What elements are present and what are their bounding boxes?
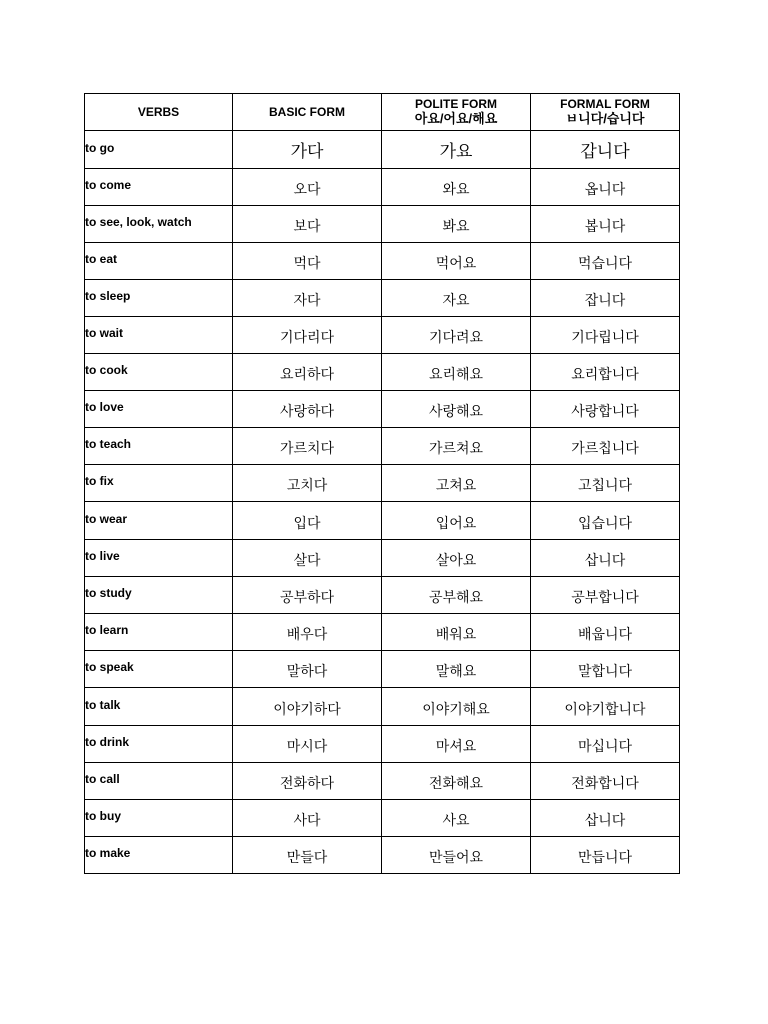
basic-form-cell-text: 보다 <box>293 219 321 235</box>
header-formal-endings: ㅂ니다/습니다 <box>565 111 645 126</box>
table-row <box>85 280 680 317</box>
formal-form-cell <box>531 614 680 651</box>
verb-cell-text: to go <box>85 140 115 155</box>
table-row <box>85 614 680 651</box>
polite-form-cell-text: 입어요 <box>435 515 477 532</box>
table-row <box>85 763 680 800</box>
basic-form-cell-text: 입다 <box>293 515 321 532</box>
basic-form-cell <box>233 502 382 540</box>
polite-form-cell-text: 전화해요 <box>428 776 484 792</box>
polite-form-cell-text: 사요 <box>442 813 470 829</box>
verb-cell <box>85 354 233 391</box>
formal-form-cell-text: 삽니다 <box>584 813 626 829</box>
verb-cell <box>85 428 233 465</box>
polite-form-cell-text: 사랑해요 <box>428 404 484 420</box>
basic-form-cell <box>233 391 382 428</box>
table-row <box>85 428 680 465</box>
basic-form-cell-text: 가다 <box>290 142 324 162</box>
basic-form-cell-text: 사다 <box>293 813 321 829</box>
formal-form-cell-text: 전화합니다 <box>571 776 639 792</box>
polite-form-cell <box>382 280 531 317</box>
verb-cell <box>85 502 233 540</box>
polite-form-cell <box>382 131 531 169</box>
header-polite-form <box>382 94 531 131</box>
basic-form-cell-text: 말하다 <box>286 664 328 680</box>
basic-form-cell-text: 자다 <box>293 293 321 309</box>
polite-form-cell-text: 기다려요 <box>428 330 484 346</box>
basic-form-cell <box>233 428 382 465</box>
polite-form-cell <box>382 206 531 243</box>
basic-form-cell <box>233 465 382 502</box>
formal-form-cell <box>531 280 680 317</box>
formal-form-cell <box>531 577 680 614</box>
verb-cell <box>85 280 233 317</box>
header-formal-form <box>531 94 680 131</box>
polite-form-cell-text: 만들어요 <box>428 850 484 866</box>
basic-form-cell <box>233 540 382 577</box>
polite-form-cell <box>382 317 531 354</box>
basic-form-cell <box>233 651 382 688</box>
formal-form-cell <box>531 317 680 354</box>
polite-form-cell <box>382 651 531 688</box>
verb-cell-text: to buy <box>85 809 121 823</box>
formal-form-cell-text: 먹습니다 <box>577 256 633 272</box>
formal-form-cell-text: 만듭니다 <box>577 850 633 866</box>
verb-cell-text: to learn <box>85 623 129 637</box>
formal-form-cell-text: 가르칩니다 <box>571 441 639 457</box>
basic-form-cell <box>233 688 382 726</box>
formal-form-cell <box>531 465 680 502</box>
polite-form-cell <box>382 577 531 614</box>
polite-form-cell-text: 살아요 <box>435 553 477 569</box>
table-row <box>85 131 680 169</box>
verb-cell-text: to talk <box>85 697 121 712</box>
table-row <box>85 206 680 243</box>
polite-form-cell-text: 봐요 <box>442 219 470 235</box>
formal-form-cell <box>531 800 680 837</box>
verb-cell <box>85 317 233 354</box>
basic-form-cell-text: 고치다 <box>286 478 328 494</box>
polite-form-cell <box>382 614 531 651</box>
formal-form-cell-text: 마십니다 <box>577 739 633 755</box>
verb-cell-text: to wear <box>85 511 128 526</box>
verb-cell-text: to drink <box>85 735 129 749</box>
verb-cell-text: to love <box>85 400 124 414</box>
table-body <box>85 131 680 874</box>
polite-form-cell <box>382 726 531 763</box>
basic-form-cell <box>233 577 382 614</box>
polite-form-cell <box>382 540 531 577</box>
formal-form-cell <box>531 540 680 577</box>
header-basic-form: BASIC FORM <box>233 94 382 131</box>
verb-cell <box>85 577 233 614</box>
formal-form-cell-text: 요리합니다 <box>571 367 639 383</box>
basic-form-cell-text: 배우다 <box>286 627 328 643</box>
table-row <box>85 317 680 354</box>
formal-form-cell <box>531 243 680 280</box>
basic-form-cell-text: 살다 <box>293 553 321 569</box>
polite-form-cell-text: 가요 <box>439 142 473 162</box>
formal-form-cell-text: 봅니다 <box>584 219 626 235</box>
table-row <box>85 391 680 428</box>
basic-form-cell-text: 공부하다 <box>279 590 335 606</box>
basic-form-cell <box>233 206 382 243</box>
formal-form-cell <box>531 206 680 243</box>
basic-form-cell-text: 먹다 <box>293 256 321 272</box>
table-row <box>85 651 680 688</box>
table-row <box>85 800 680 837</box>
table-row <box>85 354 680 391</box>
verb-cell-text: to live <box>85 549 120 563</box>
verb-cell-text: to speak <box>85 660 134 674</box>
basic-form-cell <box>233 763 382 800</box>
verb-cell <box>85 131 233 169</box>
formal-form-cell-text: 옵니다 <box>584 182 626 198</box>
verb-cell <box>85 614 233 651</box>
basic-form-cell-text: 요리하다 <box>279 367 335 383</box>
verb-cell-text: to fix <box>85 474 114 488</box>
formal-form-cell-text: 잡니다 <box>584 293 626 309</box>
verb-cell <box>85 800 233 837</box>
table-row <box>85 726 680 763</box>
verb-cell-text: to teach <box>85 437 132 451</box>
formal-form-cell-text: 갑니다 <box>580 142 630 162</box>
verb-cell-text: to eat <box>85 252 118 266</box>
table-row <box>85 502 680 540</box>
basic-form-cell-text: 기다리다 <box>279 330 335 346</box>
table-row <box>85 837 680 874</box>
formal-form-cell-text: 기다립니다 <box>571 330 639 346</box>
header-polite-endings: 아요/어요/해요 <box>414 111 498 126</box>
polite-form-cell-text: 먹어요 <box>435 256 477 272</box>
polite-form-cell <box>382 688 531 726</box>
polite-form-cell <box>382 502 531 540</box>
formal-form-cell <box>531 837 680 874</box>
polite-form-cell-text: 공부해요 <box>428 590 484 606</box>
basic-form-cell-text: 사랑하다 <box>279 404 335 420</box>
verb-cell <box>85 540 233 577</box>
polite-form-cell-text: 마셔요 <box>435 739 477 755</box>
verb-cell <box>85 243 233 280</box>
table-row <box>85 243 680 280</box>
polite-form-cell-text: 와요 <box>442 182 470 198</box>
header-verbs: VERBS <box>85 94 233 131</box>
basic-form-cell-text: 만들다 <box>286 850 328 866</box>
polite-form-cell <box>382 243 531 280</box>
polite-form-cell <box>382 391 531 428</box>
formal-form-cell-text: 고칩니다 <box>577 478 633 494</box>
basic-form-cell <box>233 280 382 317</box>
verb-cell <box>85 726 233 763</box>
basic-form-cell-text: 가르치다 <box>279 441 335 457</box>
formal-form-cell <box>531 651 680 688</box>
polite-form-cell-text: 말해요 <box>435 664 477 680</box>
verb-cell-text: to cook <box>85 363 128 377</box>
polite-form-cell <box>382 763 531 800</box>
polite-form-cell <box>382 354 531 391</box>
basic-form-cell <box>233 317 382 354</box>
formal-form-cell <box>531 726 680 763</box>
formal-form-cell <box>531 131 680 169</box>
formal-form-cell-text: 삽니다 <box>584 553 626 569</box>
basic-form-cell-text: 이야기하다 <box>273 701 341 718</box>
verb-cell <box>85 391 233 428</box>
polite-form-cell-text: 배워요 <box>435 627 477 643</box>
formal-form-cell-text: 배웁니다 <box>577 627 633 643</box>
verb-cell <box>85 763 233 800</box>
verb-cell <box>85 169 233 206</box>
formal-form-cell-text: 말합니다 <box>577 664 633 680</box>
verb-cell <box>85 837 233 874</box>
polite-form-cell-text: 이야기해요 <box>422 701 490 718</box>
formal-form-cell <box>531 502 680 540</box>
verb-cell <box>85 206 233 243</box>
verb-cell-text: to see, look, watch <box>85 215 192 229</box>
verb-conjugation-table <box>84 93 680 874</box>
formal-form-cell <box>531 169 680 206</box>
polite-form-cell <box>382 428 531 465</box>
polite-form-cell-text: 자요 <box>442 293 470 309</box>
basic-form-cell <box>233 169 382 206</box>
basic-form-cell <box>233 726 382 763</box>
basic-form-cell <box>233 243 382 280</box>
verb-cell-text: to call <box>85 772 120 786</box>
verb-cell <box>85 651 233 688</box>
header-row <box>85 94 680 131</box>
polite-form-cell-text: 가르쳐요 <box>428 441 484 457</box>
formal-form-cell-text: 사랑합니다 <box>571 404 639 420</box>
verb-cell-text: to sleep <box>85 289 131 303</box>
formal-form-cell <box>531 428 680 465</box>
table-row <box>85 465 680 502</box>
formal-form-cell <box>531 763 680 800</box>
verb-cell-text: to wait <box>85 326 123 340</box>
basic-form-cell <box>233 354 382 391</box>
basic-form-cell <box>233 837 382 874</box>
verb-cell <box>85 688 233 726</box>
basic-form-cell-text: 전화하다 <box>279 776 335 792</box>
formal-form-cell <box>531 688 680 726</box>
polite-form-cell <box>382 800 531 837</box>
verb-cell <box>85 465 233 502</box>
basic-form-cell <box>233 614 382 651</box>
polite-form-cell-text: 고쳐요 <box>435 478 477 494</box>
formal-form-cell-text: 입습니다 <box>577 515 633 532</box>
basic-form-cell <box>233 131 382 169</box>
polite-form-cell <box>382 465 531 502</box>
header-polite-title: POLITE FORM <box>415 97 497 111</box>
table-row <box>85 577 680 614</box>
verb-cell-text: to make <box>85 846 131 860</box>
table-row <box>85 540 680 577</box>
verb-cell-text: to study <box>85 586 132 600</box>
formal-form-cell-text: 이야기합니다 <box>564 701 646 718</box>
basic-form-cell <box>233 800 382 837</box>
formal-form-cell-text: 공부합니다 <box>571 590 639 606</box>
formal-form-cell <box>531 354 680 391</box>
formal-form-cell <box>531 391 680 428</box>
polite-form-cell-text: 요리해요 <box>428 367 484 383</box>
table-header <box>85 94 680 131</box>
basic-form-cell-text: 오다 <box>293 182 321 198</box>
verb-cell-text: to come <box>85 178 132 192</box>
table-row <box>85 169 680 206</box>
table-row <box>85 688 680 726</box>
header-formal-title: FORMAL FORM <box>560 97 650 111</box>
basic-form-cell-text: 마시다 <box>286 739 328 755</box>
polite-form-cell <box>382 837 531 874</box>
polite-form-cell <box>382 169 531 206</box>
